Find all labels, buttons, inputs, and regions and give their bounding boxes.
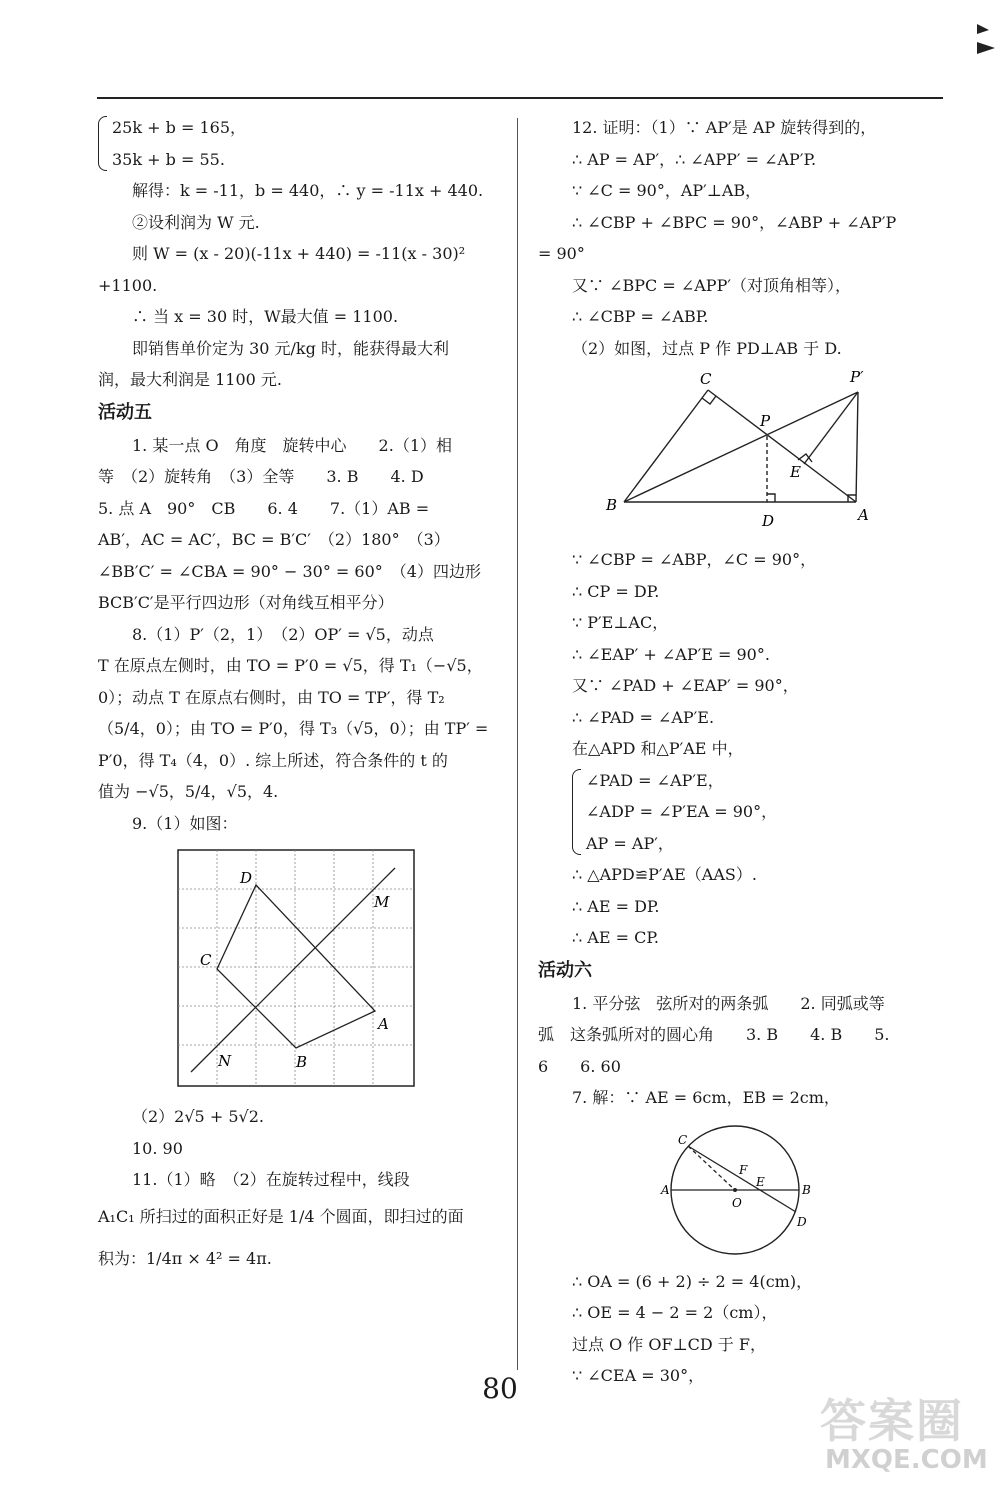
text-line: ∴ ∠CBP = ∠ABP. xyxy=(572,307,709,326)
brace xyxy=(98,116,107,171)
text-line: 又∵ ∠BPC = ∠APP′（对顶角相等）， xyxy=(572,275,851,295)
text-line: 5. 点 A 90° CB 6. 4 7.（1）AB = xyxy=(98,498,430,518)
circle-figure xyxy=(538,1120,943,1260)
text-line: 35k + b = 55. xyxy=(112,149,225,169)
text-line: ∴ CP = DP. xyxy=(572,581,660,601)
point-label: D xyxy=(240,869,253,887)
triangle-figure xyxy=(538,370,943,538)
point-label: C xyxy=(678,1132,688,1147)
equation-system xyxy=(98,112,500,175)
text-line: 在△APD 和△P′AE 中， xyxy=(572,739,744,758)
text-line: +1100. xyxy=(98,275,158,295)
point-label: B xyxy=(606,496,618,514)
text-line: ∵ ∠C = 90°，AP′⊥AB， xyxy=(572,181,762,200)
text-line: ∴ OE = 4 − 2 = 2（cm）， xyxy=(572,1303,778,1322)
point-label: N xyxy=(218,1052,232,1070)
text-line: （2）2√5 + 5√2. xyxy=(132,1107,264,1126)
text-line: ∴ 当 x = 30 时，W最大值 = 1100. xyxy=(132,307,399,326)
text-line: ∴ ∠CBP + ∠BPC = 90°，∠ABP + ∠AP′P xyxy=(572,212,897,232)
text-line: 又∵ ∠PAD + ∠EAP′ = 90°， xyxy=(572,676,799,695)
text-line: 即销售单价定为 30 元/kg 时，能获得最大利 xyxy=(132,338,449,358)
text-line: 值为 −√5，5/4，√5，4. xyxy=(98,782,279,801)
text-line: ∴ ∠EAP′ + ∠AP′E = 90°. xyxy=(572,644,770,664)
section-heading-6: 活动六 xyxy=(538,959,592,981)
text-line: 1. 平分弦 弦所对的两条弧 2. 同弧或等 xyxy=(572,993,885,1013)
text-line: ∴ AE = CP. xyxy=(572,928,659,947)
point-label: P xyxy=(760,412,771,430)
text-line: 25k + b = 165， xyxy=(112,118,246,137)
text-line: （5/4，0）；由 TO = P′0，得 T₃（√5，0）；由 TP′ = xyxy=(98,719,489,738)
text-line: 润，最大利润是 1100 元. xyxy=(98,370,282,389)
brace xyxy=(572,769,581,856)
point-label: M xyxy=(374,893,390,911)
page-number: 80 xyxy=(482,1372,518,1405)
text-line: ∵ P′E⊥AC， xyxy=(572,613,669,632)
text-line: A₁C₁ 所扫过的面积正好是 1/4 个圆面，即扫过的面 xyxy=(98,1206,464,1226)
text-line: ∠ADP = ∠P′EA = 90°， xyxy=(586,802,778,821)
point-label: B xyxy=(802,1182,811,1197)
text-line: 9.（1）如图： xyxy=(132,813,238,833)
text-line: 6 6. 60 xyxy=(538,1056,621,1076)
text-line: 等 （2）旋转角 （3）全等 3. B 4. D xyxy=(98,467,424,486)
text-line: AP = AP′， xyxy=(586,833,674,853)
watermark-logo: 答案圈 xyxy=(820,1394,964,1448)
text-line: 解得：k = -11，b = 440，∴ y = -11x + 440. xyxy=(132,181,484,200)
left-column xyxy=(98,112,500,1280)
text-line: 7. 解：∵ AE = 6cm，EB = 2cm， xyxy=(572,1088,840,1107)
text-line: ∴ △APD≌P′AE（AAS）. xyxy=(572,865,757,884)
text-line: （2）如图，过点 P 作 PD⊥AB 于 D. xyxy=(572,338,842,358)
text-line: ∵ ∠CBP = ∠ABP，∠C = 90°， xyxy=(572,550,817,569)
right-column xyxy=(538,112,943,1392)
section-heading-5: 活动五 xyxy=(98,401,152,423)
point-label: C xyxy=(200,951,212,969)
text-line: P′0，得 T₄（4，0）. 综上所述，符合条件的 t 的 xyxy=(98,750,448,770)
text-line: ∠BB′C′ = ∠CBA = 90° − 30° = 60° （4）四边形 xyxy=(98,561,481,581)
point-label: B xyxy=(296,1053,308,1071)
point-label: O xyxy=(732,1195,742,1210)
point-label: D xyxy=(762,512,775,530)
text-line: T 在原点左侧时，由 TO = P′0 = √5，得 T₁（−√5， xyxy=(98,656,483,675)
watermark xyxy=(810,1385,995,1485)
point-label: P′ xyxy=(850,370,864,386)
text-line: 1. 某一点 O 角度 旋转中心 2.（1）相 xyxy=(132,435,453,455)
point-label: A xyxy=(661,1182,670,1197)
point-label: E xyxy=(756,1174,765,1189)
text-line: 0）；动点 T 在原点右侧时，由 TO = TP′，得 T₂ xyxy=(98,687,445,707)
congruence-conditions xyxy=(572,765,943,860)
column-divider xyxy=(517,118,518,1370)
grid-figure xyxy=(98,845,500,1095)
text-line: ∴ OA = (6 + 2) ÷ 2 = 4(cm)， xyxy=(572,1271,813,1291)
point-label: C xyxy=(700,370,712,388)
point-label: A xyxy=(858,506,869,524)
text-line: 则 W = (x - 20)(-11x + 440) = -11(x - 30)² xyxy=(132,244,466,263)
text-line: ∴ ∠PAD = ∠AP′E. xyxy=(572,707,715,727)
text-line: 10. 90 xyxy=(132,1138,183,1158)
text-line: = 90° xyxy=(538,244,585,263)
text-line: BCB′C′是平行四边形（对角线互相平分） xyxy=(98,593,394,612)
text-line: 12. 证明：（1）∵ AP′是 AP 旋转得到的， xyxy=(572,118,877,137)
text-line: ∴ AP = AP′，∴ ∠APP′ = ∠AP′P. xyxy=(572,149,817,169)
point-label: A xyxy=(378,1015,389,1033)
text-line: 过点 O 作 OF⊥CD 于 F， xyxy=(572,1334,766,1354)
point-label: F xyxy=(739,1162,748,1177)
point-label: E xyxy=(790,463,801,481)
corner-arrow-icon xyxy=(975,18,997,58)
watermark-site: MXQE.COM xyxy=(825,1445,988,1475)
text-line: 8.（1）P′（2，1） （2）OP′ = √5，动点 xyxy=(132,624,434,644)
text-line: ②设利润为 W 元. xyxy=(132,212,260,232)
text-line: 11.（1）略 （2）在旋转过程中，线段 xyxy=(132,1170,410,1189)
text-line: 弧 这条弧所对的圆心角 3. B 4. B 5. xyxy=(538,1025,890,1044)
text-line: AB′，AC = AC′，BC = B′C′ （2）180° （3） xyxy=(98,530,450,549)
text-line: ∠PAD = ∠AP′E， xyxy=(586,770,724,790)
header-rule xyxy=(97,97,943,99)
text-line: ∴ AE = DP. xyxy=(572,896,660,916)
point-label: D xyxy=(797,1214,807,1229)
text-line: 积为：1/4π × 4² = 4π. xyxy=(98,1248,272,1268)
text-line: ∵ ∠CEA = 30°， xyxy=(572,1366,705,1385)
